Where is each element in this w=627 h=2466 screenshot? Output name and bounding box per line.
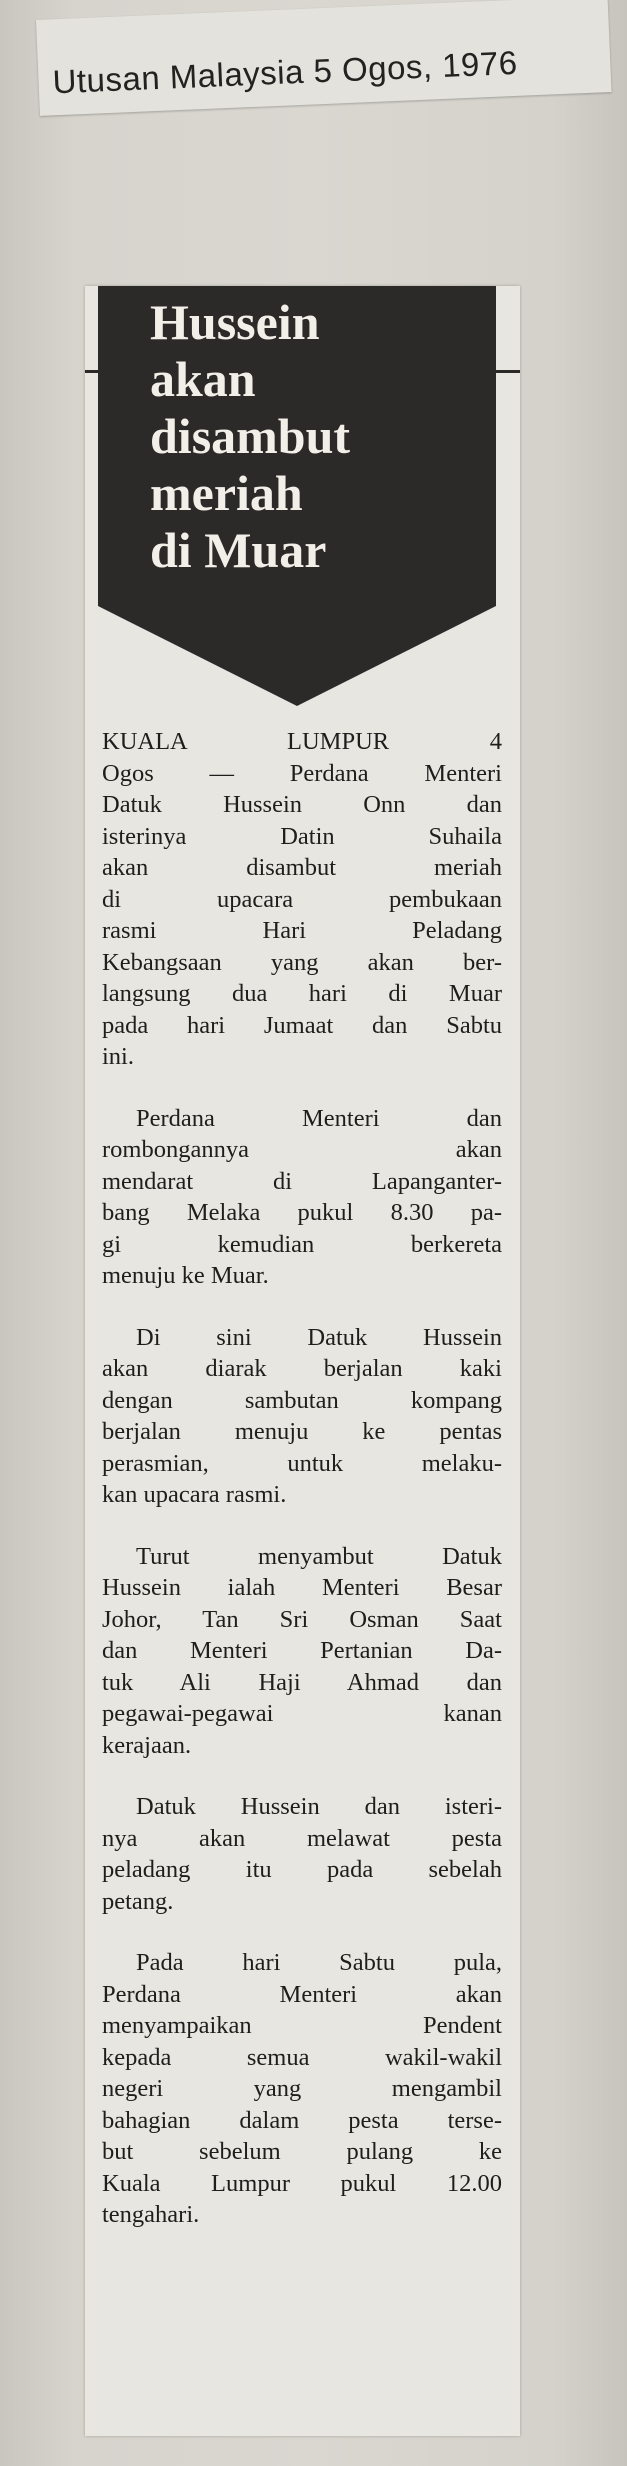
paragraph-line: dan Menteri Pertanian Da- <box>102 1637 502 1664</box>
paragraph-line: Kebangsaan yang akan ber- <box>102 948 502 976</box>
paragraph-line: di upacara pembukaan <box>102 885 502 913</box>
paragraph-line: pegawai-pegawai kanan <box>102 1700 502 1727</box>
article-paragraph <box>102 1103 502 1292</box>
paragraph-line: kepada semua wakil-wakil <box>102 2043 502 2071</box>
paragraph-line: langsung dua hari di Muar <box>102 980 502 1007</box>
paragraph-line: Di sini Datuk Hussein <box>136 1323 502 1351</box>
paragraph-line: gi kemudian berkereta <box>102 1230 502 1258</box>
paragraph-line: tengahari. <box>102 2201 200 2228</box>
paragraph-line: petang. <box>102 1887 174 1915</box>
headline-line: disambut <box>150 408 351 464</box>
paragraph-line: peladang itu pada sebelah <box>102 1856 502 1883</box>
paragraph-line: rombongannya akan <box>102 1136 502 1163</box>
paragraph-line: Johor, Tan Sri Osman Saat <box>102 1605 502 1633</box>
headline-line: Hussein <box>150 294 320 350</box>
paragraph-line: KUALA LUMPUR 4 <box>102 728 502 755</box>
paragraph-line: Ogos — Perdana Menteri <box>102 759 502 787</box>
paragraph-line: Turut menyambut Datuk <box>136 1542 502 1570</box>
paragraph-line: rasmi Hari Peladang <box>102 917 502 944</box>
headline-line: akan <box>150 351 256 407</box>
headline-banner <box>98 286 496 706</box>
article-paragraph <box>102 1791 502 1917</box>
paragraph-line: ini. <box>102 1043 134 1070</box>
article-paragraph <box>102 1322 502 1511</box>
headline-line: meriah <box>150 465 303 521</box>
paragraph-line: dengan sambutan kompang <box>102 1386 502 1414</box>
paragraph-line: mendarat di Lapanganter- <box>102 1167 502 1195</box>
paragraph-line: akan diarak berjalan kaki <box>102 1355 502 1382</box>
paragraph-line: Kuala Lumpur pukul 12.00 <box>102 2169 502 2197</box>
article-paragraph <box>102 1541 502 1762</box>
paragraph-line: kerajaan. <box>102 1731 192 1759</box>
paragraph-line: tuk Ali Haji Ahmad dan <box>102 1668 502 1696</box>
paragraph-line: Datuk Hussein Onn dan <box>102 791 502 818</box>
paragraph-line: perasmian, untuk melaku- <box>102 1449 502 1477</box>
paragraph-line: bang Melaka pukul 8.30 pa- <box>102 1199 502 1226</box>
article-paragraph <box>102 726 502 1073</box>
article-body <box>102 726 502 2261</box>
headline-line: di Muar <box>150 522 327 578</box>
paragraph-line: bahagian dalam pesta terse- <box>102 2106 502 2134</box>
source-label: Utusan Malaysia 5 Ogos, 1976 <box>51 43 519 101</box>
paragraph-line: Hussein ialah Menteri Besar <box>102 1574 502 1601</box>
news-clipping <box>85 286 520 2436</box>
paragraph-line: nya akan melawat pesta <box>102 1824 502 1852</box>
paragraph-line: pada hari Jumaat dan Sabtu <box>102 1011 502 1039</box>
paragraph-line: Perdana Menteri akan <box>102 1980 502 2008</box>
source-label-strip <box>36 0 612 116</box>
paragraph-line: menyampaikan Pendent <box>102 2012 502 2039</box>
paragraph-line: akan disambut meriah <box>102 854 502 881</box>
paragraph-line: berjalan menuju ke pentas <box>102 1418 502 1445</box>
headline <box>150 294 470 579</box>
paragraph-line: Datuk Hussein dan isteri- <box>136 1793 502 1820</box>
paragraph-line: menuju ke Muar. <box>102 1262 269 1289</box>
paragraph-line: Perdana Menteri dan <box>136 1104 502 1132</box>
article-paragraph <box>102 1947 502 2231</box>
paragraph-line: negeri yang mengambil <box>102 2075 502 2102</box>
paragraph-line: isterinya Datin Suhaila <box>102 822 502 850</box>
paragraph-line: kan upacara rasmi. <box>102 1481 287 1508</box>
paragraph-line: but sebelum pulang ke <box>102 2138 502 2165</box>
paragraph-line: Pada hari Sabtu pula, <box>136 1949 502 1976</box>
